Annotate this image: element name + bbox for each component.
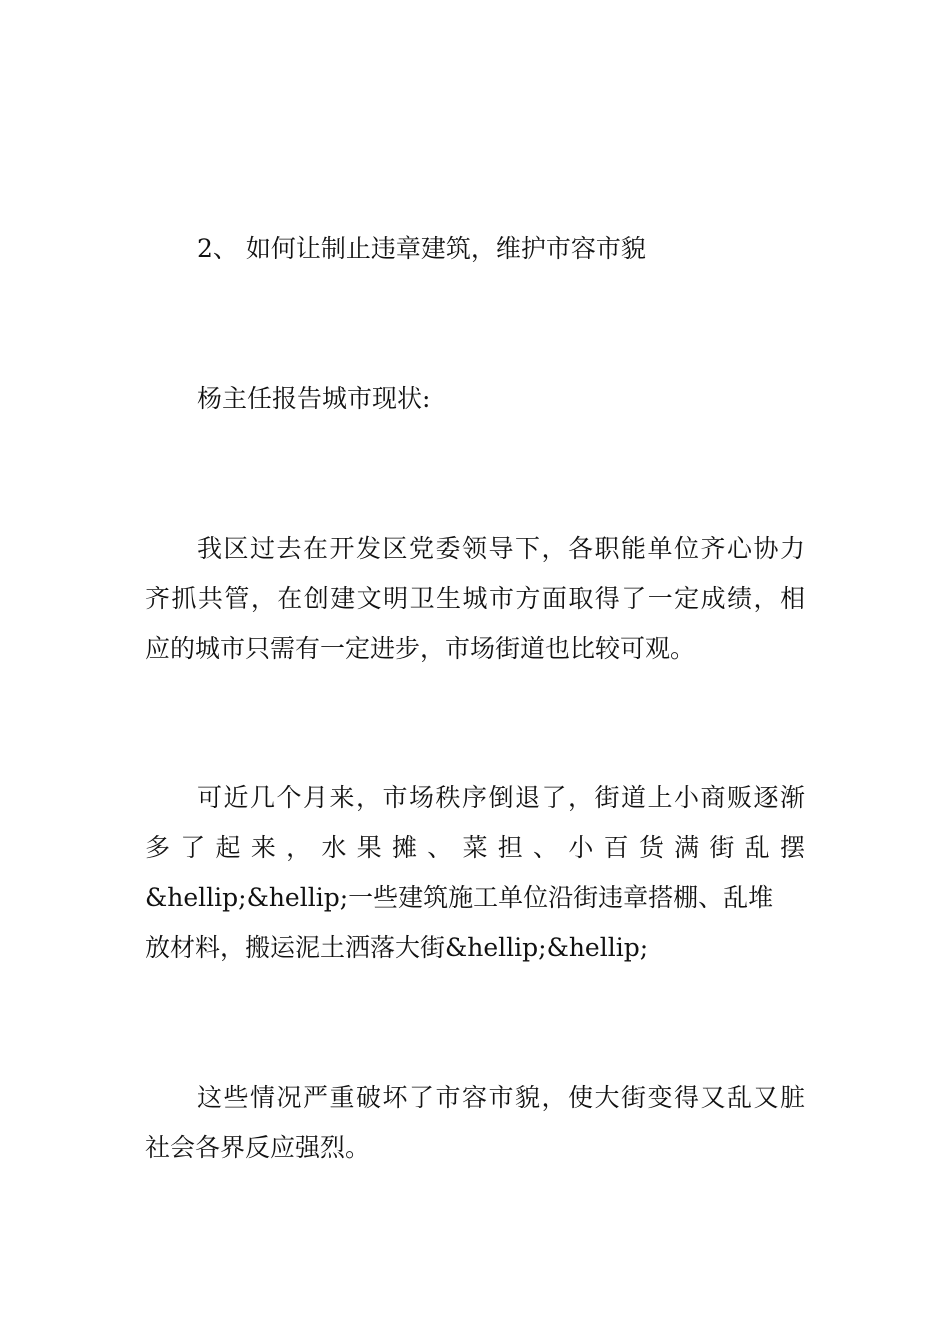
paragraph-line: 社会各界反应强烈。 [145, 1133, 371, 1162]
paragraph-line: 齐抓共管，在创建文明卫生城市方面取得了一定成绩，相 [145, 584, 805, 613]
paragraph-line: 这些情况严重破坏了市容市貌，使大街变得又乱又脏 [197, 1083, 805, 1112]
paragraph-line: &hellip;&hellip;一些建筑施工单位沿街违章搭棚、乱堆 [145, 883, 774, 912]
paragraph-line: 我区过去在开发区党委领导下，各职能单位齐心协力 [197, 534, 805, 563]
section-heading: 2、 如何让制止违章建筑，维护市容市貌 [197, 234, 646, 263]
paragraph-line: 放材料，搬运泥土洒落大街&hellip;&hellip; [145, 933, 649, 962]
paragraph-line: 应的城市只需有一定进步，市场街道也比较可观。 [145, 634, 696, 663]
paragraph-line: 可近几个月来，市场秩序倒退了，街道上小商贩逐渐 [197, 783, 805, 812]
paragraph-line: 多了起来，水果摊、菜担、小百货满街乱摆 [145, 833, 805, 862]
subheading: 杨主任报告城市现状: [197, 384, 431, 413]
